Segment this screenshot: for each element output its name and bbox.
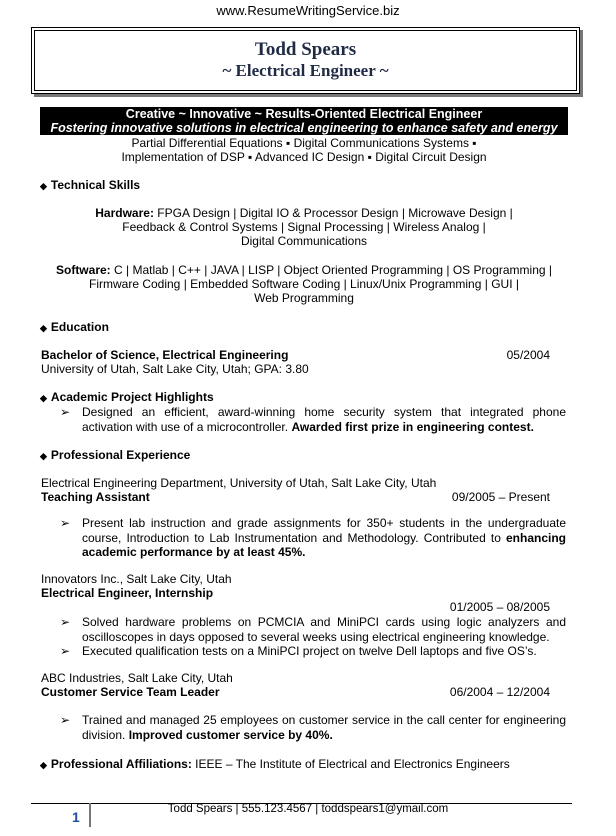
job-title: Electrical Engineer, Internship — [41, 586, 214, 600]
banner-line-1: Creative ~ Innovative ~ Results-Oriented Electrical Engineer — [125, 107, 483, 121]
core-line-1: Partial Differential Equations ▪ Digital Communications Systems ▪ — [131, 136, 477, 150]
software-line-3: Web Programming — [254, 291, 354, 305]
technical-skills-heading: ◆ Technical Skills — [40, 178, 141, 192]
candidate-name: Todd Spears — [254, 39, 357, 60]
job-bullet: ➢ Executed qualification tests on a MiniPCI project on twelve Dell laptops and five OS’s. — [60, 644, 537, 658]
software-label: Software: — [55, 263, 111, 277]
education-heading: ◆ Education — [40, 320, 109, 334]
core-line-2: Implementation of DSP ▪ Advanced IC Design ▪ Digital Circuit Design — [121, 150, 487, 164]
diamond-icon: ◆ — [40, 393, 47, 403]
degree: Bachelor of Science, Electrical Engineering — [41, 348, 289, 362]
footer-contact: Todd Spears | 555.123.4567 | toddspears1@ymail.com — [167, 803, 449, 815]
core-competencies — [40, 136, 568, 164]
job-title-row — [41, 685, 550, 699]
job-org: Electrical Engineering Department, University of Utah, Salt Lake City, Utah — [41, 476, 437, 490]
software-line-2: Firmware Coding | Embedded Software Coding | Linux/Unix Programming | GUI | — [89, 277, 519, 291]
job-bullet: ➢ Trained and managed 25 employees on customer service in the call center for engineering division. Improved customer service by 40%. — [60, 713, 566, 742]
job-title: Customer Service Team Leader — [41, 685, 220, 699]
arrow-bullet-icon: ➢ — [60, 405, 71, 419]
affiliations-text: IEEE – The Institute of Electrical and Electronics Engineers — [191, 757, 510, 771]
hardware-skills — [40, 206, 568, 248]
page-number: 1 — [72, 809, 80, 825]
diamond-icon: ◆ — [40, 181, 47, 191]
job-org: Innovators Inc., Salt Lake City, Utah — [41, 572, 232, 586]
school: University of Utah, Salt Lake City, Utah; GPA: 3.80 — [41, 362, 309, 376]
job-bullet: ➢ Solved hardware problems on PCMCIA and MiniPCI cards using logic analyzers and oscilloscopes in days opposed to several weeks using electrical engineering knowledge. — [60, 615, 566, 644]
academic-bold: Awarded first prize in engineering contest. — [291, 419, 534, 434]
diamond-icon: ◆ — [40, 760, 47, 770]
site-url: www.ResumeWritingService.biz — [216, 3, 400, 18]
academic-bullet — [60, 405, 566, 434]
academic-text: Designed an efficient, award-winning home security system that integrated phone activation with use of a microcontroller. — [82, 405, 566, 434]
hardware-label: Hardware: — [95, 206, 154, 220]
degree-date: 05/2004 — [506, 348, 550, 362]
software-skills — [40, 263, 568, 305]
job-org: ABC Industries, Salt Lake City, Utah — [41, 671, 233, 685]
arrow-bullet-icon: ➢ — [60, 516, 71, 530]
diamond-icon: ◆ — [40, 323, 47, 333]
name-box — [31, 27, 580, 94]
software-line-1: C | Matlab | C++ | JAVA | LISP | Object Oriented Programming | OS Programming | — [110, 263, 552, 277]
job-dates: 01/2005 – 08/2005 — [449, 600, 550, 614]
academic-heading: ◆ Academic Project Highlights — [40, 390, 214, 404]
experience-heading: ◆ Professional Experience — [40, 448, 191, 462]
summary-banner — [40, 107, 568, 135]
job-dates: 09/2005 – Present — [451, 490, 550, 504]
affiliations-heading: Professional Affiliations: — [50, 757, 192, 771]
hardware-line-2: Feedback & Control Systems | Signal Processing | Wireless Analog | — [122, 220, 486, 234]
job-title: Teaching Assistant — [41, 490, 150, 504]
degree-row — [41, 348, 550, 362]
job-bullet: ➢ Present lab instruction and grade assignments for 350+ students in the undergraduate course, Introduction to Lab Instrumentation and Methodology. Contributed to enhancing academic performance by at least 45%. — [60, 516, 566, 559]
arrow-bullet-icon: ➢ — [60, 644, 71, 658]
arrow-bullet-icon: ➢ — [60, 615, 71, 629]
arrow-bullet-icon: ➢ — [60, 713, 71, 727]
hardware-line-1: FPGA Design | Digital IO & Processor Design | Microwave Design | — [153, 206, 513, 220]
job-dates: 06/2004 – 12/2004 — [449, 685, 550, 699]
banner-line-2: Fostering innovative solutions in electrical engineering to enhance safety and energy — [50, 121, 558, 135]
candidate-title: ~ Electrical Engineer ~ — [222, 61, 389, 80]
diamond-icon: ◆ — [40, 451, 47, 461]
hardware-line-3: Digital Communications — [240, 234, 368, 248]
job-title-row — [41, 490, 550, 504]
affiliations-row — [40, 757, 510, 772]
